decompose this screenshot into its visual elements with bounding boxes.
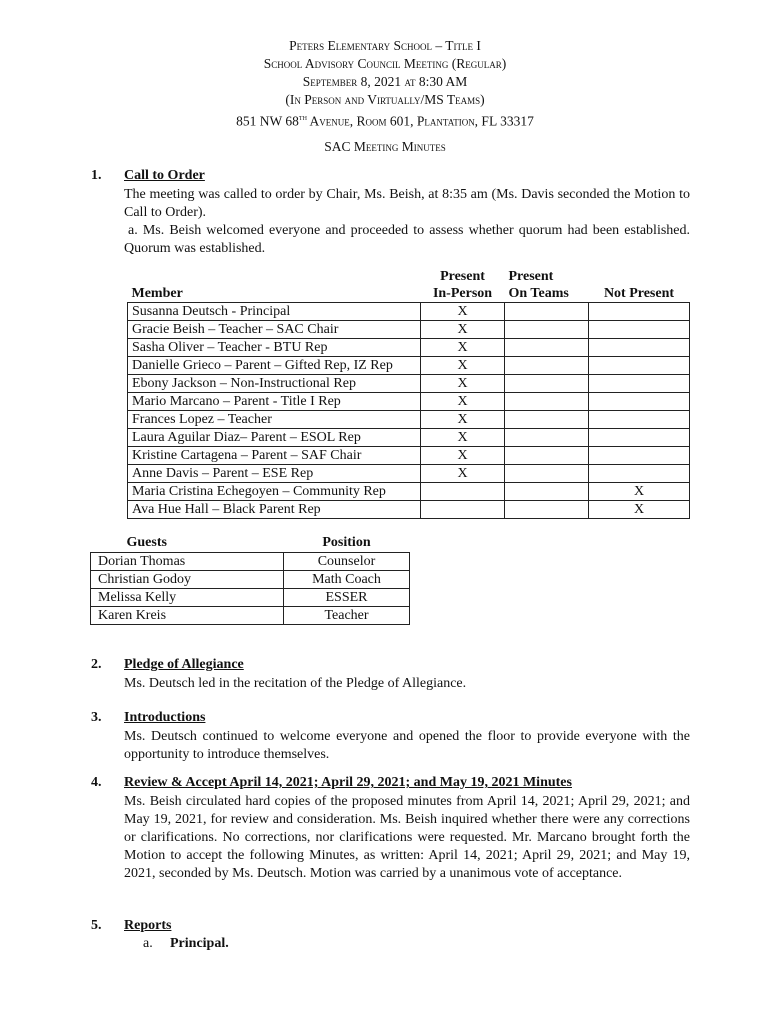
guest-position-cell: Counselor (284, 553, 410, 571)
attendance-row (128, 357, 690, 375)
teams-mark-cell (505, 447, 589, 465)
in-person-mark-cell: X (421, 429, 505, 447)
attendance-row (128, 303, 690, 321)
guests-table (90, 534, 410, 625)
guests-column-header: Guests (126, 535, 167, 550)
teams-mark-cell (505, 339, 589, 357)
not-present-mark-cell (589, 339, 690, 357)
guest-name-cell: Christian Godoy (91, 571, 284, 589)
guest-position-cell: ESSER (284, 589, 410, 607)
section-4-number: 4. (91, 775, 102, 790)
header-school-title: Peters Elementary School – Title I (289, 38, 481, 53)
attendance-row (128, 483, 690, 501)
in-person-mark-cell: X (421, 411, 505, 429)
section-1-title: Call to Order (124, 168, 205, 183)
section-5-sub-letter: a. (143, 936, 153, 951)
guest-row (91, 589, 410, 607)
member-name-cell: Laura Aguilar Diaz– Parent – ESOL Rep (128, 429, 421, 447)
teams-mark-cell (505, 429, 589, 447)
teams-mark-cell (505, 357, 589, 375)
in-person-mark-cell: X (421, 393, 505, 411)
section-5-title: Reports (124, 918, 172, 933)
not-present-mark-cell (589, 303, 690, 321)
header-meeting-format: (In Person and Virtually/MS Teams) (285, 92, 485, 107)
guest-row (91, 571, 410, 589)
attendance-row (128, 393, 690, 411)
section-5-sub-title: Principal. (170, 936, 229, 951)
attendance-row (128, 411, 690, 429)
guest-name-cell: Karen Kreis (91, 607, 284, 625)
guest-name-cell: Melissa Kelly (91, 589, 284, 607)
section-3-number: 3. (91, 710, 102, 725)
in-person-mark-cell (421, 501, 505, 519)
section-1-number: 1. (91, 168, 102, 183)
member-name-cell: Sasha Oliver – Teacher - BTU Rep (128, 339, 421, 357)
in-person-mark-cell: X (421, 321, 505, 339)
attendance-row (128, 339, 690, 357)
member-name-cell: Gracie Beish – Teacher – SAC Chair (128, 321, 421, 339)
not-present-mark-cell (589, 321, 690, 339)
guest-row (91, 607, 410, 625)
guest-position-cell: Math Coach (284, 571, 410, 589)
guest-row (91, 553, 410, 571)
member-name-cell: Ebony Jackson – Non-Instructional Rep (128, 375, 421, 393)
teams-mark-cell (505, 465, 589, 483)
not-present-mark-cell (589, 375, 690, 393)
section-4-body: Ms. Beish circulated hard copies of the proposed minutes from April 14, 2021; April 29, 2021; and May 19, 2021, for review and consideration. Ms. Beish inquired whether there were any corrections or clarifications. No corrections, nor clarifications were requested. Mr. Marcano brought forth the Motion to accept the following Minutes, as written: April 14, 2021; April 29, 2021; and May 19, 2021, seconded by Ms. Deutsch. Motion was carried by a unanimous vote of acceptance. (124, 794, 690, 881)
in-person-mark-cell: X (421, 375, 505, 393)
not-present-mark-cell: X (589, 483, 690, 501)
member-name-cell: Danielle Grieco – Parent – Gifted Rep, IZ Rep (128, 357, 421, 375)
member-name-cell: Ava Hue Hall – Black Parent Rep (128, 501, 421, 519)
in-person-mark-cell: X (421, 339, 505, 357)
section-2-body: Ms. Deutsch led in the recitation of the Pledge of Allegiance. (124, 676, 467, 691)
teams-column-header: Present On Teams (508, 269, 569, 301)
member-name-cell: Susanna Deutsch - Principal (128, 303, 421, 321)
section-1-quorum: a. Ms. Beish welcomed everyone and proceeded to assess whether quorum had been established. Quorum was established. (124, 223, 690, 256)
teams-mark-cell (505, 303, 589, 321)
attendance-header-row (128, 268, 690, 303)
member-column-header: Member (131, 286, 183, 301)
teams-mark-cell (505, 411, 589, 429)
attendance-row (128, 321, 690, 339)
attendance-row (128, 465, 690, 483)
not-present-column-header: Not Present (603, 286, 675, 301)
section-5-number: 5. (91, 918, 102, 933)
member-name-cell: Frances Lopez – Teacher (128, 411, 421, 429)
address-rest: Avenue, Room 601, Plantation, FL 33317 (306, 113, 534, 129)
not-present-mark-cell (589, 429, 690, 447)
document-title: SAC Meeting Minutes (324, 139, 446, 154)
teams-mark-cell (505, 483, 589, 501)
in-person-mark-cell: X (421, 465, 505, 483)
not-present-mark-cell (589, 447, 690, 465)
guest-position-cell: Teacher (284, 607, 410, 625)
attendance-row (128, 375, 690, 393)
section-2-number: 2. (91, 657, 102, 672)
in-person-mark-cell: X (421, 447, 505, 465)
member-name-cell: Mario Marcano – Parent - Title I Rep (128, 393, 421, 411)
in-person-column-header: Present In-Person (432, 269, 493, 301)
header-address (0, 109, 770, 131)
section-3-title: Introductions (124, 710, 206, 725)
member-name-cell: Anne Davis – Parent – ESE Rep (128, 465, 421, 483)
teams-mark-cell (505, 501, 589, 519)
attendance-row (128, 501, 690, 519)
member-name-cell: Kristine Cartagena – Parent – SAF Chair (128, 447, 421, 465)
not-present-mark-cell (589, 393, 690, 411)
not-present-mark-cell (589, 411, 690, 429)
section-4-title: Review & Accept April 14, 2021; April 29, 2021; and May 19, 2021 Minutes (124, 775, 572, 790)
not-present-mark-cell (589, 357, 690, 375)
position-column-header: Position (322, 535, 371, 550)
section-3-body: Ms. Deutsch continued to welcome everyone and opened the floor to provide everyone with the opportunity to introduce themselves. (124, 729, 690, 762)
address-street: 851 NW 68 (236, 113, 299, 129)
not-present-mark-cell (589, 465, 690, 483)
teams-mark-cell (505, 393, 589, 411)
not-present-mark-cell: X (589, 501, 690, 519)
attendance-row (128, 447, 690, 465)
teams-mark-cell (505, 375, 589, 393)
guests-header-row (91, 534, 410, 553)
teams-mark-cell (505, 321, 589, 339)
address-ordinal: th (298, 113, 307, 122)
section-2-title: Pledge of Allegiance (124, 657, 244, 672)
attendance-table (127, 268, 690, 519)
header-meeting-type: School Advisory Council Meeting (Regular) (263, 56, 507, 71)
header-meeting-date: September 8, 2021 at 8:30 AM (302, 74, 468, 89)
in-person-mark-cell: X (421, 357, 505, 375)
member-name-cell: Maria Cristina Echegoyen – Community Rep (128, 483, 421, 501)
in-person-mark-cell: X (421, 303, 505, 321)
guest-name-cell: Dorian Thomas (91, 553, 284, 571)
section-1-body: The meeting was called to order by Chair, Ms. Beish, at 8:35 am (Ms. Davis seconded the Motion to Call to Order). (124, 187, 690, 220)
in-person-mark-cell (421, 483, 505, 501)
attendance-row (128, 429, 690, 447)
